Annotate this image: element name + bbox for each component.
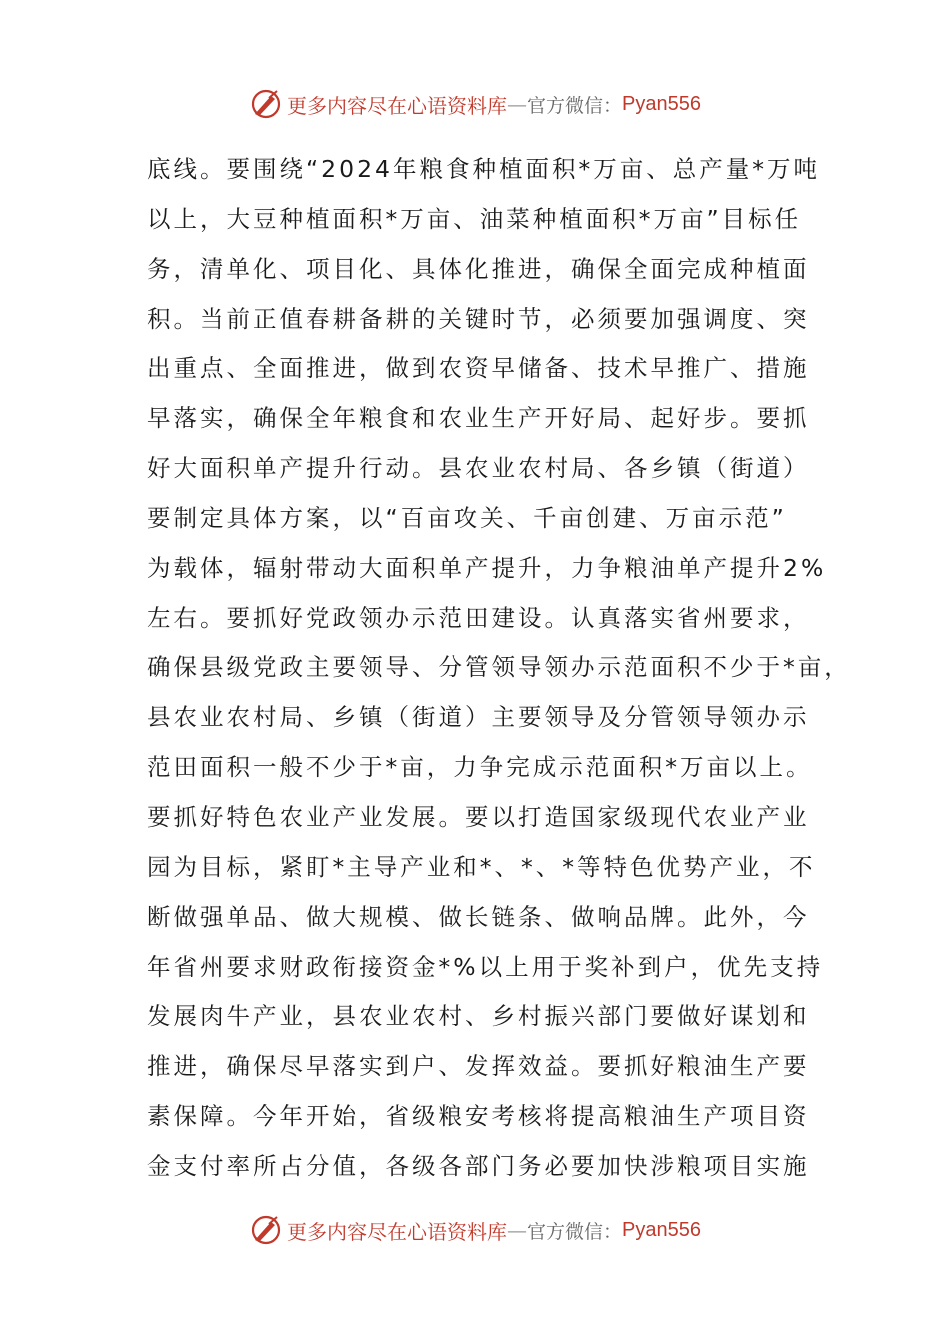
body-line: 左右。要抓好党政领办示范田建设。认真落实省州要求， (147, 603, 810, 632)
body-line: 好大面积单产提升行动。县农业农村局、各乡镇（街道） (147, 454, 810, 483)
body-line: 务，清单化、项目化、具体化推进，确保全面完成种植面 (147, 254, 810, 283)
body-line: 发展肉牛产业，县农业农村、乡村振兴部门要做好谋划和 (147, 1002, 810, 1031)
body-line: 素保障。今年开始，省级粮安考核将提高粮油生产项目资 (147, 1102, 810, 1131)
banner-text: 更多内容尽在心语资料库 (287, 93, 507, 118)
body-line: 要抓好特色农业产业发展。要以打造国家级现代农业产业 (147, 802, 810, 831)
pen-logo-icon (249, 87, 283, 121)
body-line: 要制定具体方案，以“百亩攻关、千亩创建、万亩示范” (147, 503, 787, 532)
body-line: 出重点、全面推进，做到农资早储备、技术早推广、措施 (147, 354, 810, 383)
banner-text: 更多内容尽在心语资料库 (287, 1219, 507, 1244)
banner-wechat-label: 官方微信： (527, 1220, 623, 1243)
body-line: 园为目标，紧盯*主导产业和*、*、*等特色优势产业，不 (147, 852, 816, 881)
banner-separator: — (507, 1218, 527, 1242)
footer-banner (0, 1210, 950, 1250)
pen-logo-icon (249, 1213, 283, 1247)
body-line: 推进，确保尽早落实到户、发挥效益。要抓好粮油生产要 (147, 1052, 810, 1081)
body-line: 早落实，确保全年粮食和农业生产开好局、起好步。要抓 (147, 404, 810, 433)
banner-wechat-id: Pyan556 (622, 92, 701, 115)
body-line: 县农业农村局、乡镇（街道）主要领导及分管领导领办示 (147, 703, 810, 732)
body-line: 断做强单品、做大规模、做长链条、做响品牌。此外，今 (147, 902, 810, 931)
banner-separator: — (507, 92, 527, 116)
header-banner (0, 84, 950, 124)
body-line: 为载体，辐射带动大面积单产提升，力争粮油单产提升2% (147, 553, 827, 582)
body-line: 金支付率所占分值，各级各部门务必要加快涉粮项目实施 (147, 1151, 810, 1180)
body-line: 年省州要求财政衔接资金*%以上用于奖补到户，优先支持 (147, 952, 824, 981)
banner-wechat-label: 官方微信： (527, 94, 623, 117)
document-body (147, 145, 851, 1192)
body-line: 底线。要围绕“2024年粮食种植面积*万亩、总产量*万吨 (147, 155, 820, 183)
body-line: 范田面积一般不少于*亩，力争完成示范面积*万亩以上。 (147, 753, 813, 782)
body-line: 以上，大豆种植面积*万亩、油菜种植面积*万亩”目标任 (147, 204, 802, 233)
body-line: 确保县级党政主要领导、分管领导领办示范面积不少于*亩， (147, 653, 851, 682)
body-line: 积。当前正值春耕备耕的关键时节，必须要加强调度、突 (147, 304, 810, 333)
banner-wechat-id: Pyan556 (622, 1218, 701, 1241)
